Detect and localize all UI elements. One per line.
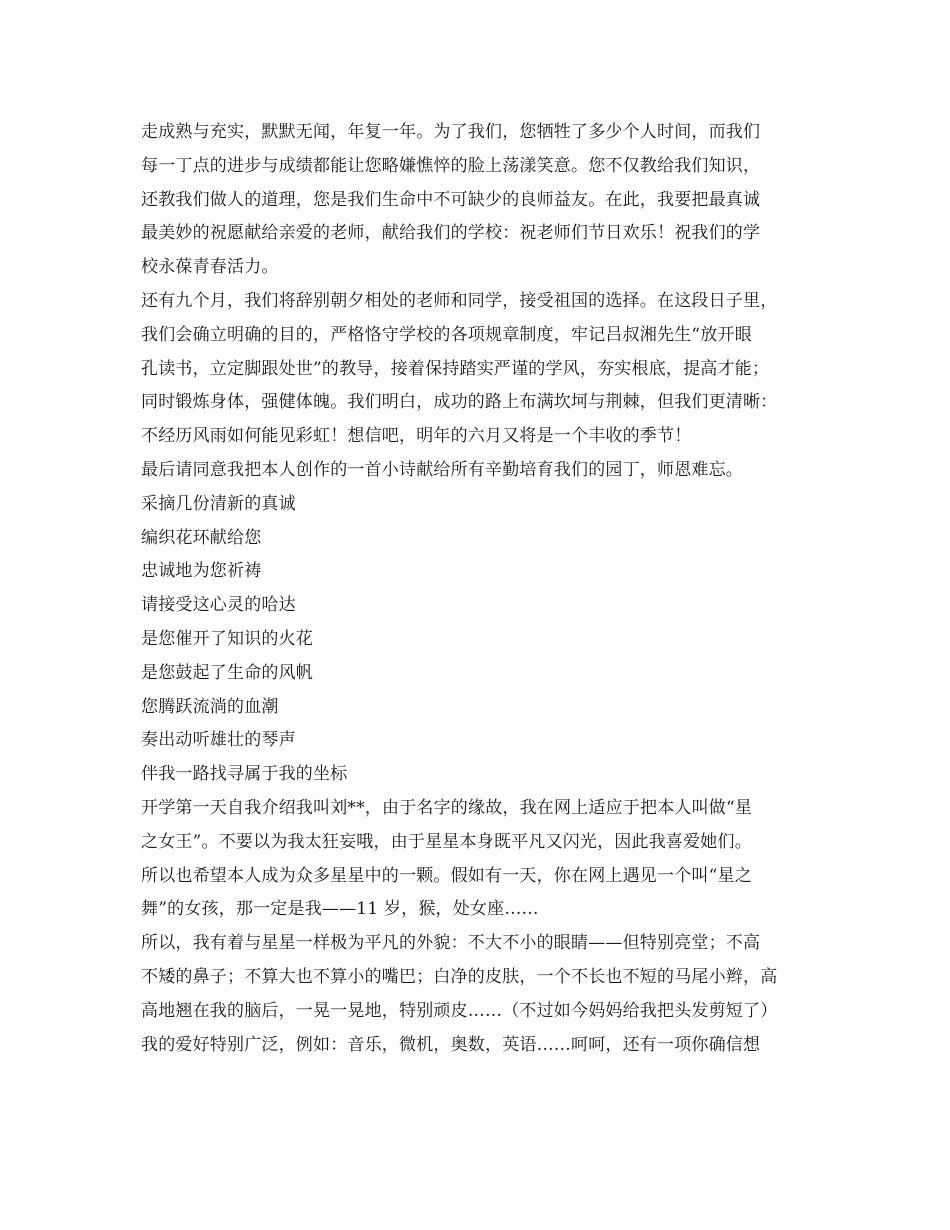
poem-line: 请接受这心灵的哈达	[141, 595, 296, 616]
text-line: 最后请同意我把本人创作的一首小诗献给所有辛勤培育我们的园丁，师恩难忘。	[141, 459, 743, 480]
text-line: 开学第一天自我介绍我叫刘**，由于名字的缘故，我在网上适应于把本人叫做“星	[141, 797, 753, 818]
text-line: 同时锻炼身体，强健体魄。我们明白，成功的路上布满坎坷与荆棘，但我们更清晰：	[141, 392, 778, 413]
text-line: 所以，我有着与星星一样极为平凡的外貌：不大不小的眼睛——但特别亮堂；不高	[141, 933, 761, 954]
text-line: 我的爱好特别广泛，例如：音乐，微机，奥数，英语……呵呵，还有一项你确信想	[141, 1034, 761, 1055]
text-line: 不矮的鼻子；不算大也不算小的嘴巴；白净的皮肤，一个不长也不短的马尾小辫，高	[141, 966, 778, 987]
text-line: 高地翘在我的脑后，一晃一晃地，特别顽皮……（不过如今妈妈给我把头发剪短了）	[141, 1000, 778, 1021]
text-line: 舞”的女孩，那一定是我——11 岁，猴，处女座……	[141, 899, 539, 920]
poem-line: 编织花环献给您	[141, 527, 262, 548]
text-line: 校永葆青春活力。	[141, 257, 279, 278]
poem-line: 伴我一路找寻属于我的坐标	[141, 764, 348, 785]
text-line: 走成熟与充实，默默无闻，年复一年。为了我们，您牺牲了多少个人时间，而我们	[141, 122, 761, 142]
text-line: 还有九个月，我们将辞别朝夕相处的老师和同学，接受祖国的选择。在这段日子里，	[141, 290, 778, 311]
text-line: 所以也希望本人成为众多星星中的一颗。假如有一天，你在网上遇见一个叫“星之	[141, 865, 752, 886]
poem-line: 忠诚地为您祈祷	[141, 561, 262, 582]
poem-line: 您腾跃流淌的血潮	[141, 696, 279, 717]
poem-line: 是您鼓起了生命的风帆	[141, 662, 313, 683]
text-line: 还教我们做人的道理，您是我们生命中不可缺少的良师益友。在此，我要把最真诚	[141, 189, 761, 210]
poem-line: 奏出动听雄壮的琴声	[141, 730, 296, 751]
text-line: 我们会确立明确的目的，严格恪守学校的各项规章制度，牢记吕叔湘先生“放开眼	[141, 324, 752, 345]
text-line: 之女王”。不要以为我太狂妄哦，由于星星本身既平凡又闪光，因此我喜爱她们。	[141, 831, 752, 852]
poem-line: 是您催开了知识的火花	[141, 628, 313, 649]
text-line: 最美妙的祝愿献给亲爱的老师，献给我们的学校：祝老师们节日欢乐！祝我们的学	[141, 223, 761, 244]
document-body	[141, 116, 821, 1062]
poem-line: 采摘几份清新的真诚	[141, 493, 296, 514]
text-line: 不经历风雨如何能见彩虹！想信吧，明年的六月又将是一个丰收的季节！	[141, 426, 692, 447]
text-line: 孔读书，立定脚跟处世”的教导，接着保持踏实严谨的学风，夯实根底，提高才能；	[141, 358, 770, 379]
text-line: 每一丁点的进步与成绩都能让您略嫌憔悴的脸上荡漾笑意。您不仅教给我们知识，	[141, 155, 761, 176]
